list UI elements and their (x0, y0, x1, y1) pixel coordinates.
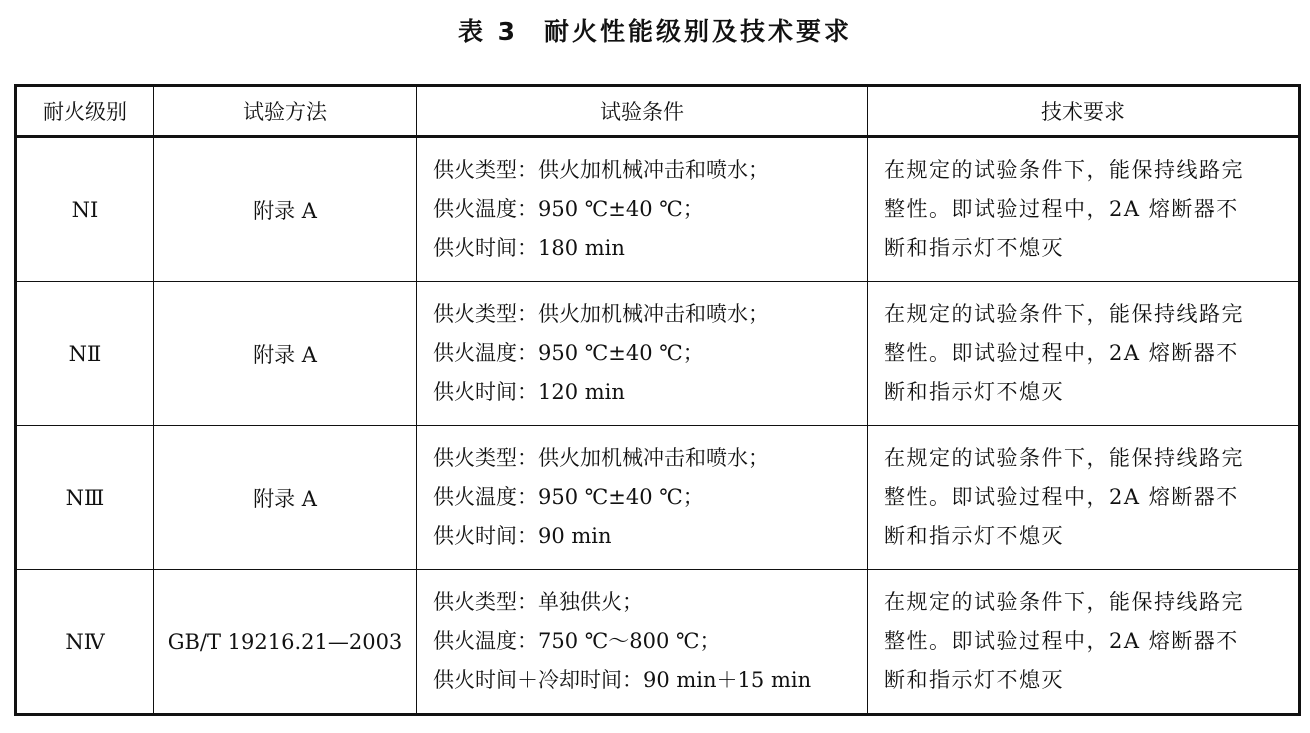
table-row (16, 137, 1300, 282)
requirement-line: 断和指示灯不熄灭 (884, 380, 1064, 404)
requirement-line: 在规定的试验条件下，能保持线路完 (884, 302, 1244, 326)
condition-line: 供火时间：120 min (433, 380, 625, 404)
conditions-cell (417, 426, 868, 570)
condition-line: 供火类型：供火加机械冲击和喷水； (433, 158, 769, 182)
method-cell: 附录 A (154, 282, 417, 426)
requirement-line: 整性。即试验过程中，2A 熔断器不 (884, 485, 1239, 509)
condition-line: 供火类型：单独供火； (433, 590, 643, 614)
header-requirement: 技术要求 (868, 86, 1300, 137)
method-cell: 附录 A (154, 426, 417, 570)
requirement-cell (868, 426, 1300, 570)
requirement-line: 在规定的试验条件下，能保持线路完 (884, 158, 1244, 182)
requirement-line: 断和指示灯不熄灭 (884, 236, 1064, 260)
condition-line: 供火类型：供火加机械冲击和喷水； (433, 446, 769, 470)
level-cell: NⅣ (16, 570, 154, 715)
condition-line: 供火时间：180 min (433, 236, 625, 260)
requirement-line: 整性。即试验过程中，2A 熔断器不 (884, 341, 1239, 365)
requirement-cell (868, 570, 1300, 715)
table-row (16, 282, 1300, 426)
requirement-line: 断和指示灯不熄灭 (884, 668, 1064, 692)
header-conditions: 试验条件 (417, 86, 868, 137)
condition-line: 供火温度：950 ℃±40 ℃； (433, 197, 704, 221)
table-row (16, 570, 1300, 715)
header-level: 耐火级别 (16, 86, 154, 137)
condition-line: 供火温度：750 ℃～800 ℃； (433, 629, 721, 653)
header-row (16, 86, 1300, 137)
table-caption: 耐火性能级别及技术要求 (544, 17, 853, 46)
header-method: 试验方法 (154, 86, 417, 137)
requirement-line: 整性。即试验过程中，2A 熔断器不 (884, 629, 1239, 653)
level-cell: NⅠ (16, 137, 154, 282)
requirement-cell (868, 137, 1300, 282)
table-title (0, 12, 1310, 48)
conditions-cell (417, 282, 868, 426)
table-row (16, 426, 1300, 570)
fire-resistance-table (14, 84, 1301, 716)
condition-line: 供火时间＋冷却时间：90 min＋15 min (433, 668, 812, 692)
conditions-cell (417, 137, 868, 282)
requirement-cell (868, 282, 1300, 426)
requirement-line: 整性。即试验过程中，2A 熔断器不 (884, 197, 1239, 221)
level-cell: NⅡ (16, 282, 154, 426)
condition-line: 供火时间：90 min (433, 524, 612, 548)
table-number: 表 3 (457, 17, 519, 46)
requirement-line: 断和指示灯不熄灭 (884, 524, 1064, 548)
condition-line: 供火类型：供火加机械冲击和喷水； (433, 302, 769, 326)
method-cell: GB/T 19216.21—2003 (154, 570, 417, 715)
method-cell: 附录 A (154, 137, 417, 282)
condition-line: 供火温度：950 ℃±40 ℃； (433, 341, 704, 365)
requirement-line: 在规定的试验条件下，能保持线路完 (884, 446, 1244, 470)
requirement-line: 在规定的试验条件下，能保持线路完 (884, 590, 1244, 614)
condition-line: 供火温度：950 ℃±40 ℃； (433, 485, 704, 509)
level-cell: NⅢ (16, 426, 154, 570)
conditions-cell (417, 570, 868, 715)
